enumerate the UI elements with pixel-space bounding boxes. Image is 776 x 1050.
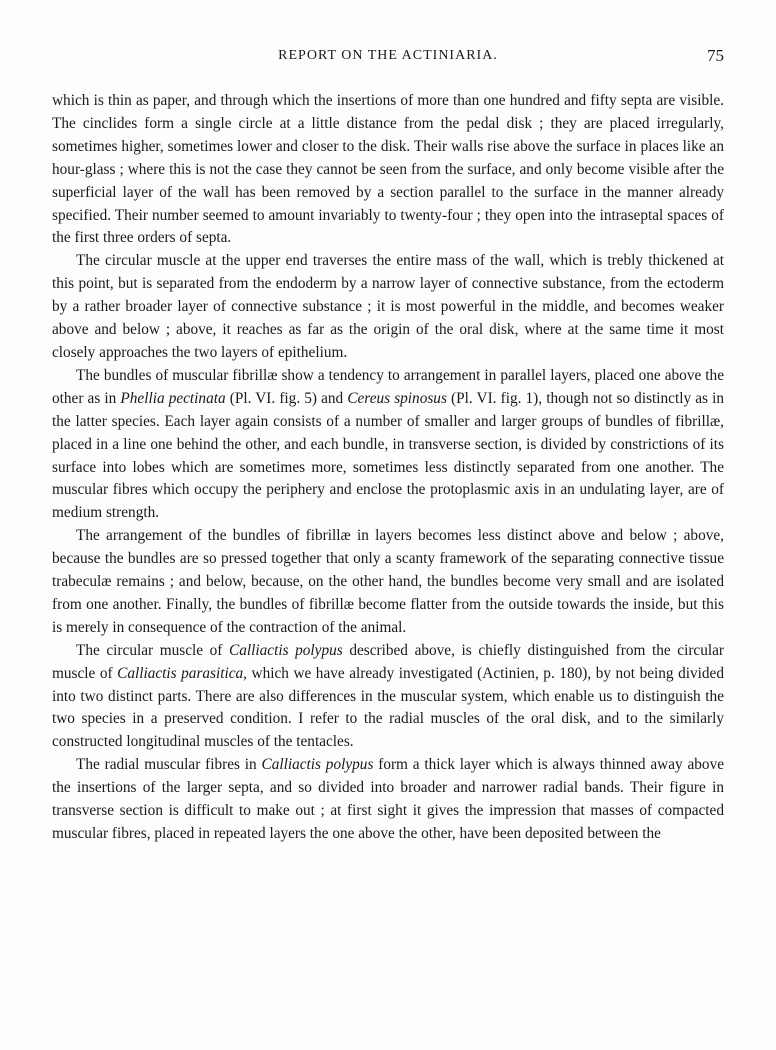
- running-head: [52, 46, 724, 70]
- paragraph: [52, 250, 724, 365]
- italic-species-name: Cereus spinosus: [347, 389, 447, 407]
- paragraph: [52, 754, 724, 846]
- italic-species-name: Calliactis polypus: [261, 756, 374, 774]
- text-run: The bundles of muscular fibrillæ show a tendency to arrangement in parallel layers, placed one above the other as in: [52, 366, 724, 407]
- paragraph: [52, 525, 724, 640]
- page-number: 75: [707, 46, 724, 65]
- italic-species-name: Phellia pectinata: [120, 389, 226, 407]
- italic-species-name: Calliactis parasitica,: [117, 664, 248, 682]
- text-run: The radial muscular fibres in: [76, 756, 262, 774]
- text-run: described above, is chiefly distinguished from the circular muscle of: [52, 641, 725, 682]
- paragraph: [52, 90, 724, 250]
- text-run: The arrangement of the bundles of fibrillæ in layers becomes less distinct above and below ; above, because the bundles are so pressed together that only a scanty framework of the separating connective tissue trabeculæ remains ; and below, because, on the other hand, the bundles become very small and are isolated from one another. Finally, the bundles of fibrillæ become flatter from the outside towards the inside, but this is merely in consequence of the contraction of the animal.: [52, 527, 724, 636]
- text-run: which we have already investigated (Actinien, p. 180), by not being divided into two distinct parts. There are also differences in the muscular system, which enable us to distinguish the two species in a preserved condition. I refer to the radial muscles of the oral disk, and to the similarly constructed longitudinal muscles of the tentacles.: [52, 664, 724, 751]
- italic-species-name: Calliactis polypus: [229, 641, 343, 659]
- body-text: [52, 90, 724, 846]
- text-run: The circular muscle of: [76, 641, 230, 659]
- text-run: (Pl. VI. fig. 5) and: [225, 389, 348, 407]
- text-run: The circular muscle at the upper end traverses the entire mass of the wall, which is trebly thickened at this point, but is separated from the endoderm by a narrow layer of connective substance, from the ectoderm by a rather broader layer of connective substance ; it is most powerful in the middle, and becomes weaker above and below ; above, it reaches as far as the origin of the oral disk, where at the same time it most closely approaches the two layers of epithelium.: [52, 252, 724, 361]
- running-head-title: REPORT ON THE ACTINIARIA.: [278, 48, 498, 63]
- paragraph: [52, 365, 724, 525]
- text-run: form a thick layer which is always thinned away above the insertions of the larger septa, and so divided into broader and narrower radial bands. Their figure in transverse section is difficult to make out ; at first sight it gives the impression that masses of compacted muscular fibres, placed in repeated layers the one above the other, have been deposited between the: [52, 756, 725, 842]
- text-run: which is thin as paper, and through which the insertions of more than one hundred and fifty septa are visible. The cinclides form a single circle at a little distance from the pedal disk ; they are placed irregularly, sometimes higher, sometimes lower and closer to the disk. Their walls rise above the surface in places like an hour-glass ; where this is not the case they cannot be seen from the surface, and only become visible after the superficial layer of the wall has been removed by a section parallel to the surface in the manner already specified. Their number seemed to amount invariably to twenty-four ; they open into the intraseptal spaces of the first three orders of septa.: [52, 92, 724, 247]
- paragraph: [52, 640, 724, 755]
- text-run: (Pl. VI. fig. 1), though not so distinctly as in the latter species. Each layer again consists of a number of smaller and larger groups of bundles of fibrillæ, placed in a line one behind the other, and each bundle, in transverse section, is divided by constrictions of its surface into lobes which are sometimes more, sometimes less distinctly separated from one another. The muscular fibres which occupy the periphery and enclose the protoplasmic axis in an undulating layer, are of medium strength.: [52, 389, 724, 522]
